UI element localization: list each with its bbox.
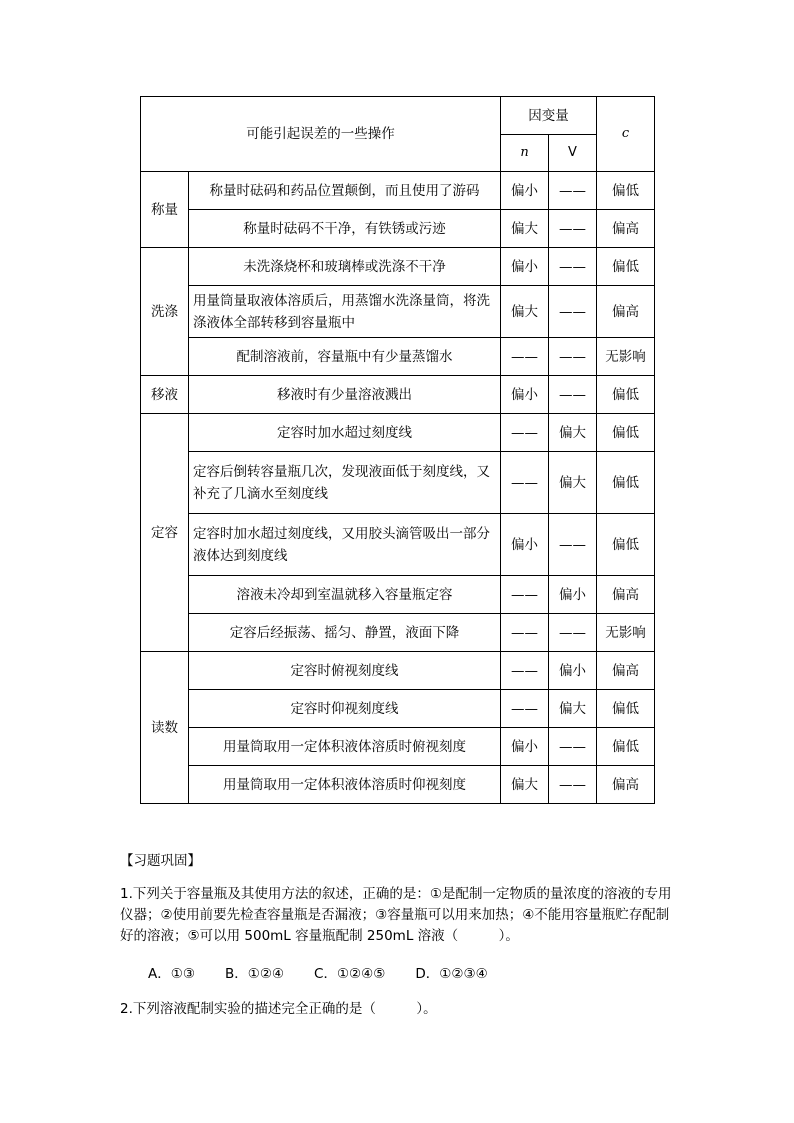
n-value-cell: —— [501, 614, 549, 652]
v-value-cell: —— [549, 614, 597, 652]
table-row [141, 338, 655, 376]
v-value-cell: —— [549, 210, 597, 248]
v-value-cell: —— [549, 728, 597, 766]
c-value-cell: 偏低 [597, 248, 655, 286]
category-cell: 移液 [141, 376, 189, 414]
operation-cell: 溶液未冷却到室温就移入容量瓶定容 [189, 576, 501, 614]
header-dependent: 因变量 [501, 97, 597, 135]
header-c: c [597, 97, 655, 172]
n-value-cell: 偏小 [501, 728, 549, 766]
c-value-cell: 偏高 [597, 286, 655, 338]
option-d[interactable]: D．①②③④ [415, 966, 488, 982]
n-value-cell: —— [501, 576, 549, 614]
table-row [141, 766, 655, 804]
question-1-options [148, 962, 518, 982]
operation-cell: 未洗涤烧杯和玻璃棒或洗涤不干净 [189, 248, 501, 286]
operation-cell: 称量时砝码和药品位置颠倒，而且使用了游码 [189, 172, 501, 210]
n-value-cell: 偏小 [501, 248, 549, 286]
v-value-cell: 偏小 [549, 652, 597, 690]
n-value-cell: —— [501, 690, 549, 728]
v-value-cell: —— [549, 338, 597, 376]
operation-cell: 定容时仰视刻度线 [189, 690, 501, 728]
operation-cell: 用量筒量取液体溶质后，用蒸馏水洗涤量筒，将洗涤液体全部转移到容量瓶中 [189, 286, 501, 338]
n-value-cell: 偏小 [501, 376, 549, 414]
category-cell: 读数 [141, 652, 189, 804]
c-value-cell: 偏低 [597, 452, 655, 514]
n-value-cell: 偏大 [501, 210, 549, 248]
n-value-cell: 偏大 [501, 286, 549, 338]
option-c[interactable]: C．①②④⑤ [314, 966, 386, 982]
n-value-cell: 偏大 [501, 766, 549, 804]
c-value-cell: 偏高 [597, 210, 655, 248]
header-v: V [549, 135, 597, 172]
c-value-cell: 偏低 [597, 514, 655, 576]
operation-cell: 定容时加水超过刻度线 [189, 414, 501, 452]
n-value-cell: 偏小 [501, 514, 549, 576]
operation-cell: 移液时有少量溶液溅出 [189, 376, 501, 414]
table-row [141, 728, 655, 766]
operation-cell: 定容后倒转容量瓶几次，发现液面低于刻度线，又补充了几滴水至刻度线 [189, 452, 501, 514]
question-1: 1.下列关于容量瓶及其使用方法的叙述，正确的是：①是配制一定物质的量浓度的溶液的专用仪器；②使用前要先检查容量瓶是否漏液；③容量瓶可以用来加热；④不能用容量瓶贮存配制好的溶液；⑤可以用 500mL 容量瓶配制 250mL 溶液（ ）。 [120, 886, 672, 944]
operation-cell: 定容时俯视刻度线 [189, 652, 501, 690]
v-value-cell: 偏小 [549, 576, 597, 614]
option-b[interactable]: B．①②④ [224, 966, 285, 982]
n-value-cell: 偏小 [501, 172, 549, 210]
table-row [141, 690, 655, 728]
v-value-cell: —— [549, 286, 597, 338]
n-value-cell: —— [501, 652, 549, 690]
option-a[interactable]: A．①③ [148, 966, 195, 982]
c-value-cell: 偏低 [597, 376, 655, 414]
operation-cell: 称量时砝码不干净，有铁锈或污迹 [189, 210, 501, 248]
v-value-cell: —— [549, 376, 597, 414]
v-value-cell: 偏大 [549, 690, 597, 728]
table-row [141, 172, 655, 210]
operation-cell: 定容时加水超过刻度线，又用胶头滴管吸出一部分液体达到刻度线 [189, 514, 501, 576]
c-value-cell: 偏低 [597, 728, 655, 766]
table-row [141, 652, 655, 690]
c-value-cell: 无影响 [597, 338, 655, 376]
table-row [141, 414, 655, 452]
c-value-cell: 偏高 [597, 576, 655, 614]
question-2: 2.下列溶液配制实验的描述完全正确的是（ ）。 [120, 1001, 437, 1017]
operation-cell: 定容后经振荡、摇匀、静置，液面下降 [189, 614, 501, 652]
category-cell: 定容 [141, 414, 189, 652]
operation-cell: 用量筒取用一定体积液体溶质时仰视刻度 [189, 766, 501, 804]
category-cell: 称量 [141, 172, 189, 248]
v-value-cell: —— [549, 248, 597, 286]
v-value-cell: —— [549, 766, 597, 804]
c-value-cell: 偏低 [597, 690, 655, 728]
c-value-cell: 偏高 [597, 652, 655, 690]
table-row [141, 248, 655, 286]
table-row [141, 210, 655, 248]
table-row [141, 452, 655, 514]
table-row [141, 514, 655, 576]
exercise-heading: 【习题巩固】 [120, 853, 201, 869]
c-value-cell: 偏低 [597, 414, 655, 452]
table-row [141, 376, 655, 414]
operation-cell: 配制溶液前，容量瓶中有少量蒸馏水 [189, 338, 501, 376]
header-operations: 可能引起误差的一些操作 [141, 97, 501, 172]
c-value-cell: 无影响 [597, 614, 655, 652]
n-value-cell: —— [501, 452, 549, 514]
category-cell: 洗涤 [141, 248, 189, 376]
header-n: n [501, 135, 549, 172]
v-value-cell: 偏大 [549, 452, 597, 514]
operation-cell: 用量筒取用一定体积液体溶质时俯视刻度 [189, 728, 501, 766]
c-value-cell: 偏低 [597, 172, 655, 210]
table-row [141, 576, 655, 614]
v-value-cell: —— [549, 172, 597, 210]
c-value-cell: 偏高 [597, 766, 655, 804]
table-row [141, 286, 655, 338]
v-value-cell: 偏大 [549, 414, 597, 452]
error-analysis-table [140, 96, 655, 804]
table-row [141, 614, 655, 652]
n-value-cell: —— [501, 338, 549, 376]
n-value-cell: —— [501, 414, 549, 452]
v-value-cell: —— [549, 514, 597, 576]
